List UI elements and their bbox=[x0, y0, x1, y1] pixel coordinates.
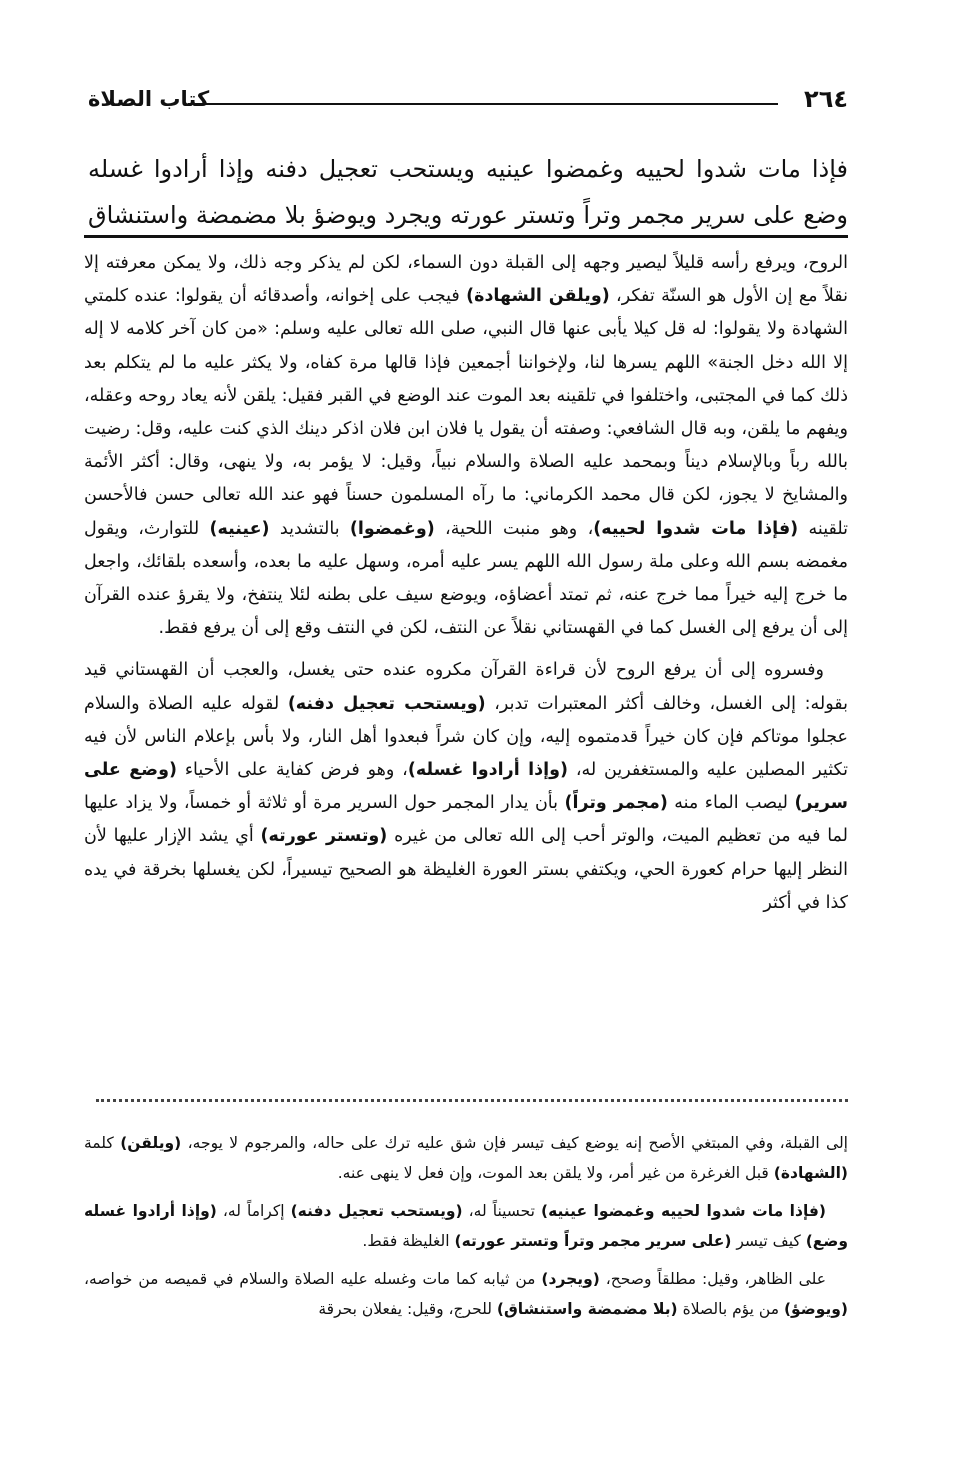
text-run: لقوله عليه الصلاة والسلام عجلوا موتاكم فإن كان خيراً قدمتموه إليه، وإن كان شراً فبعدوا أهل النار، ولا بأس بإعلام الناس لأن فيه تكثير المصلين عليه والمستغفرين له، bbox=[84, 693, 849, 781]
book-title: كتاب الصلاة bbox=[88, 87, 210, 111]
text-run: ليصب الماء منه bbox=[667, 793, 795, 814]
header-rule bbox=[188, 103, 778, 105]
quoted-matn: (وضع على سرير) bbox=[84, 760, 848, 814]
text-run: تحسيناً له، bbox=[462, 1202, 541, 1220]
quoted-matn: (ويلقن الشهادة) bbox=[466, 286, 610, 307]
quoted-matn: (وإذا أرادوا غسله) bbox=[407, 760, 568, 781]
quoted-matn: (ويستحب تعجيل دفنه) bbox=[287, 693, 486, 714]
quoted-matn: (ويلقن) bbox=[120, 1134, 182, 1152]
footnote-paragraph bbox=[84, 1264, 848, 1324]
matn-divider bbox=[84, 235, 848, 238]
quoted-matn: (وتستر عورته) bbox=[260, 826, 388, 847]
text-run: قبل الغرغرة من غير أمر، ولا يلقن بعد الموت، وإن فعل لا ينهى عنه. bbox=[337, 1164, 774, 1182]
quoted-matn: (مجمر وتراً) bbox=[564, 793, 668, 814]
quoted-matn: (فإذا مات شدوا لحييه) bbox=[593, 518, 799, 539]
quoted-matn: (ويجرد) bbox=[541, 1270, 600, 1288]
text-run: أي يشد الإزار عليها لأن النظر إليها حرام كعورة الحي، ويكتفي بستر العورة الغليظة هو الصحيح تيسيراً، لكن يغسلها بخرقة في يده كذا في أكثر bbox=[84, 826, 848, 913]
text-run: من ثيابه كما مات وغسله عليه الصلاة والسلام في قميصه من خواصه، bbox=[84, 1270, 542, 1288]
quoted-matn: (الشهادة) bbox=[773, 1164, 848, 1182]
matn-text bbox=[88, 146, 848, 238]
page-number: ٢٦٤ bbox=[804, 85, 848, 113]
text-run: إلى القبلة، وفي المبتغي الأصح إنه يوضع كيف تيسر فإن شق عليه ترك على حاله، والمرجوم لا يوجه، bbox=[181, 1134, 848, 1152]
text-run: بالتشديد bbox=[269, 518, 350, 539]
commentary-paragraph bbox=[84, 247, 848, 645]
quoted-matn: (فإذا مات شدوا لحييه وغمضوا عينيه) bbox=[541, 1202, 826, 1220]
running-header bbox=[88, 84, 848, 114]
quoted-matn: (وغمضوا) bbox=[349, 518, 435, 539]
text-run: ، وهو فرض كفاية على الأحياء bbox=[176, 760, 408, 781]
text-run: للحرج، وقيل: يفعلان بحرقة bbox=[318, 1300, 497, 1318]
quoted-matn: (وإذا أرادوا غسله وضع) bbox=[84, 1202, 848, 1250]
text-run: كيف تيسر bbox=[731, 1232, 806, 1250]
footnote-text bbox=[84, 1128, 848, 1324]
commentary-paragraph bbox=[84, 654, 848, 920]
commentary-text bbox=[84, 247, 848, 920]
text-run: الغليظة فقط. bbox=[362, 1232, 455, 1250]
text-run: إكراماً له، bbox=[216, 1202, 291, 1220]
quoted-matn: (بلا مضمضة واستنشاق) bbox=[496, 1300, 678, 1318]
quoted-matn: (على سرير مجمر وتراً وتستر عورته) bbox=[454, 1232, 732, 1250]
quoted-matn: (عينيه) bbox=[209, 518, 270, 539]
dotted-divider bbox=[96, 1099, 848, 1112]
text-run: بأن يدار المجمر حول السرير مرة أو ثلاثة أو خمساً، ولا يزاد عليها لما فيه من تعظيم الميت، والوتر أحب إلى الله تعالى من غيره bbox=[84, 793, 848, 847]
quoted-matn: (ويستحب تعجيل دفنه) bbox=[290, 1202, 463, 1220]
text-run: ، وهو منبت اللحية، bbox=[434, 518, 594, 539]
footnote-paragraph bbox=[84, 1196, 848, 1256]
quoted-matn: (ويوضؤ) bbox=[783, 1300, 848, 1318]
text-run: من يؤم بالصلاة bbox=[677, 1300, 784, 1318]
text-run: على الظاهر، وقيل: مطلقاً وصحح، bbox=[599, 1270, 826, 1288]
text-run: للتوارث، ويقول مغمضه بسم الله وعلى ملة رسول الله اللهم يسر عليه أمره، وسهل عليه ما بعده، وأسعده بلقائك، واجعل ما خرج إليه خيراً مما خرج عنه، ثم تمتد أعضاؤه، ويوضع سيف على بطنه لئلا ينتفخ، ولا يقرؤ عنده القرآن إلى أن يرفع إلى الغسل كما في القهستاني نقلاً عن النتف، لكن في النتف وقع إلى أن يرفع فقط. bbox=[84, 518, 848, 639]
matn-line: وضع على سرير مجمر وتراً وتستر عورته ويجرد ويوضؤ بلا مضمضة واستنشاق bbox=[88, 201, 848, 229]
text-run: فيجب على إخوانه، وأصدقائه أن يقولوا: عنده كلمتي الشهادة ولا يقولوا: له قل كيلا يأبى عنها قال النبي، صلى الله تعالى عليه وسلم: «من كان آخر كلامه لا إله إلا الله دخل الجنة» اللهم يسرها لنا، ولإخواننا أجمعين فإذا قالها مرة كفاه، ولا يكثر عليه ما لم يتكلم بعد ذلك كما في المجتبى، واختلفوا في تلقينه بعد الموت عند الوضع في القبر فقيل: يلقن لأنه يعاد روحه وعقله، ويفهم ما يلقن، وبه قال الشافعي: وصفته أن يقول يا فلان ابن فلان اذكر دينك الذي كنت عليه، وقل: رضيت بالله رباً وبالإسلام ديناً وبمحمد عليه الصلاة والسلام نبياً، وقيل: لا يؤمر به، ولا ينهى، وقال: أكثر الأئمة والمشايخ لا يجوز، لكن قال محمد الكرماني: ما رآه المسلمون حسناً فهو عند الله تعالى حسن فالأحسن تلقينه bbox=[84, 286, 849, 539]
text-run: كلمة bbox=[84, 1134, 121, 1152]
matn-line: فإذا مات شدوا لحييه وغمضوا عينيه ويستحب تعجيل دفنه وإذا أرادوا غسله bbox=[88, 155, 848, 183]
text-run: الروح، ويرفع رأسه قليلاً ليصير وجهه إلى القبلة دون السماء، لكن لم يذكر وجه ذلك، ولا يمكن معرفته إلا نقلاً مع إن الأول هو السنّة تفكر، bbox=[84, 253, 848, 307]
text-run: وفسروه إلى أن يرفع الروح لأن قراءة القرآن مكروه عنده حتى يغسل، والعجب أن القهستاني قيد بقوله: إلى الغسل، وخالف أكثر المعتبرات تدبر، bbox=[84, 660, 848, 714]
footnote-paragraph bbox=[84, 1128, 848, 1188]
